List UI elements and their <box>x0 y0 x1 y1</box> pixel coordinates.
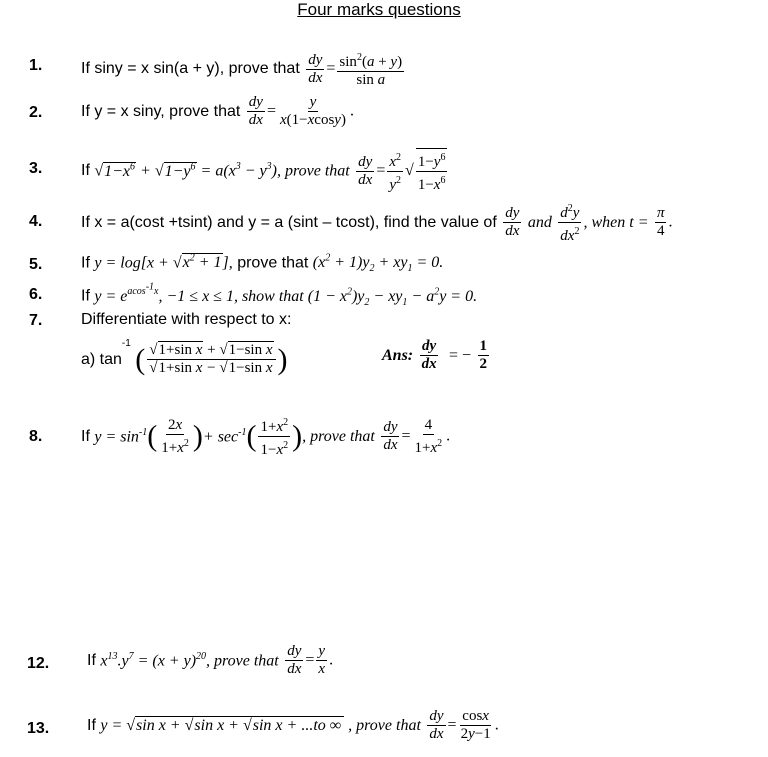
page-title: Four marks questions <box>297 0 461 19</box>
formula-dy-dx: $\frac{dy}{dx}$ <box>287 643 302 677</box>
formula-q13-hypothesis: y = √sin x + √sin x + √sin x + ...to ∞ , prove that <box>100 716 421 734</box>
formula-q3-hypothesis: $√1-x^6 + √1-y^6 = a(x^3 - y^3)$, prove that <box>94 161 350 180</box>
question-12-lead: If <box>87 651 96 669</box>
question-number-8: 8. <box>29 428 43 445</box>
question-number-3: 3. <box>29 160 43 177</box>
question-3-lead: If <box>81 162 90 179</box>
formula-dy-dx: $\frac{dy}{dx}$ <box>383 419 398 453</box>
question-1: If siny = x sin(a + y), prove that $\frac{dy}{dx}$ = $\frac{\sin^2(a + y)}{\text{sin a}}$ <box>81 49 406 89</box>
formula-dy-dx: $\frac{dy}{dx}$ <box>505 205 520 239</box>
formula-q7-answer: $\frac{1}{2}$ <box>479 338 488 372</box>
formula-dy-dx: $\frac{dy}{dx}$ <box>421 338 437 372</box>
question-3: If $√1-x^6 + √1-y^6 = a(x^3 - y^3)$, prove that $\frac{dy}{dx}$ = $\frac{x^2}{y^2}$ √ $\frac{1-y^6}{1-x^6}$ <box>81 148 449 194</box>
formula-q8-result: $\frac{4}{1+x^2}$ <box>414 416 443 456</box>
question-5 <box>81 253 443 275</box>
answer-label: Ans: <box>382 346 414 364</box>
question-13-lead: If <box>87 716 96 734</box>
formula-q8-frac-2: $\frac{1+x^2}{1-x^2}$ <box>258 414 290 459</box>
question-5-mid: prove that <box>237 254 309 272</box>
question-6 <box>81 282 477 308</box>
formula-pi-over-4: $\frac{\pi}{4}$ <box>656 205 665 239</box>
formula-q1-result: $\frac{\sin^2(a + y)}{\text{sin a}}$ <box>337 49 404 89</box>
formula-q2-result: $\frac{y}{x(1-xcosy)}$ <box>279 94 346 128</box>
formula-q7-fraction: $\frac{\text{√1+sin x + √1−sin x}}{\text{√1+sin x − √1−sin x}}$ <box>147 342 275 377</box>
question-5-lead: If <box>81 254 90 272</box>
question-number-13: 13. <box>27 720 50 737</box>
question-number-2: 2. <box>29 104 43 121</box>
formula-dy-dx: $\frac{dy}{dx}$ <box>308 51 323 86</box>
question-7a-label: a) tan <box>81 350 122 368</box>
formula-q13-result: $\frac{\cos x}{2y-1}$ <box>460 708 491 742</box>
formula-q3-root: $\frac{1-y^6}{1-x^6}$ <box>416 148 448 194</box>
formula-q8-frac-1: $\frac{2x}{1+x^2}$ <box>161 416 189 456</box>
question-number-4: 4. <box>29 213 43 230</box>
question-number-5: 5. <box>29 256 43 273</box>
question-4: If x = a(cost +tsint) and y = a (sint – tcost), find the value of $\frac{dy}{dx}$ and $\frac{d^2y}{dx^2}$ , when t = $\frac{\pi}{4}$ . <box>81 200 672 245</box>
question-6-lead: If <box>81 287 90 305</box>
formula-q6: $y = e^{acos^{-1}x}$, −1 ≤ x ≤ 1, show that $(1 - x^2)y_2 - xy_1 - a^2y = 0$. <box>94 282 478 308</box>
question-8: If $y = \sin^{-1}$( $\frac{2x}{1+x^2}$ )+ $\sec^{-1}$( $\frac{1+x^2}{1-x^2}$ ), prove that $\frac{dy}{dx}$ = $\frac{4}{1+x^2}$ . <box>81 414 450 459</box>
question-2-lead: If y = x siny, prove that <box>81 102 241 120</box>
question-number-6: 6. <box>29 286 43 303</box>
formula-q12-result: $\frac{y}{x}$ <box>318 643 326 677</box>
formula-q5-hypothesis: $y = \log[x + √x^2 + 1]$, <box>94 253 233 272</box>
formula-q12-hypothesis: $x^{13}.y^7 = (x + y)^{20}$, prove that <box>100 650 279 670</box>
formula-dy-dx: $\frac{dy}{dx}$ <box>248 94 263 128</box>
question-1-lead: If siny = x sin(a + y), prove that <box>81 60 300 77</box>
question-number-7: 7. <box>29 312 43 329</box>
question-8-lead: If <box>81 427 90 445</box>
question-number-12: 12. <box>27 655 50 672</box>
question-13: If y = √sin x + √sin x + √sin x + ...to ∞ , prove that $\frac{dy}{dx}$ = $\frac{\cos x}{2y-1}$ . <box>87 708 499 742</box>
question-7a-answer: Ans: $\frac{dy}{dx}$ = − $\frac{1}{2}$ <box>382 338 488 372</box>
question-number-1: 1. <box>29 57 43 74</box>
formula-dy-dx: $\frac{dy}{dx}$ <box>429 708 444 742</box>
question-2: If y = x siny, prove that $\frac{dy}{dx}$ = $\frac{y}{x(1-xcosy)}$ . <box>81 94 354 128</box>
question-12: If $x^{13}.y^7 = (x + y)^{20}$, prove that $\frac{dy}{dx}$ = $\frac{y}{x}$ . <box>87 643 334 677</box>
formula-dy-dx: $\frac{dy}{dx}$ <box>358 153 373 188</box>
formula-q3-result: $\frac{x^2}{y^2}$ <box>387 149 403 194</box>
question-4-lead: If x = a(cost +tsint) and y = a (sint – tcost), find the value of <box>81 213 497 231</box>
formula-q5-result: $(x^2 + 1)y_2 + xy_1 = 0$. <box>312 253 444 275</box>
question-7a: a) $\tan^{-1}$ ( $\frac{\text{√1+sin x + √1−sin x}}{\text{√1+sin x − √1−sin x}}$ ) <box>81 338 288 377</box>
formula-d2y-dx2: $\frac{d^2y}{dx^2}$ <box>558 200 581 245</box>
question-7-lead: Differentiate with respect to x: <box>81 311 292 328</box>
